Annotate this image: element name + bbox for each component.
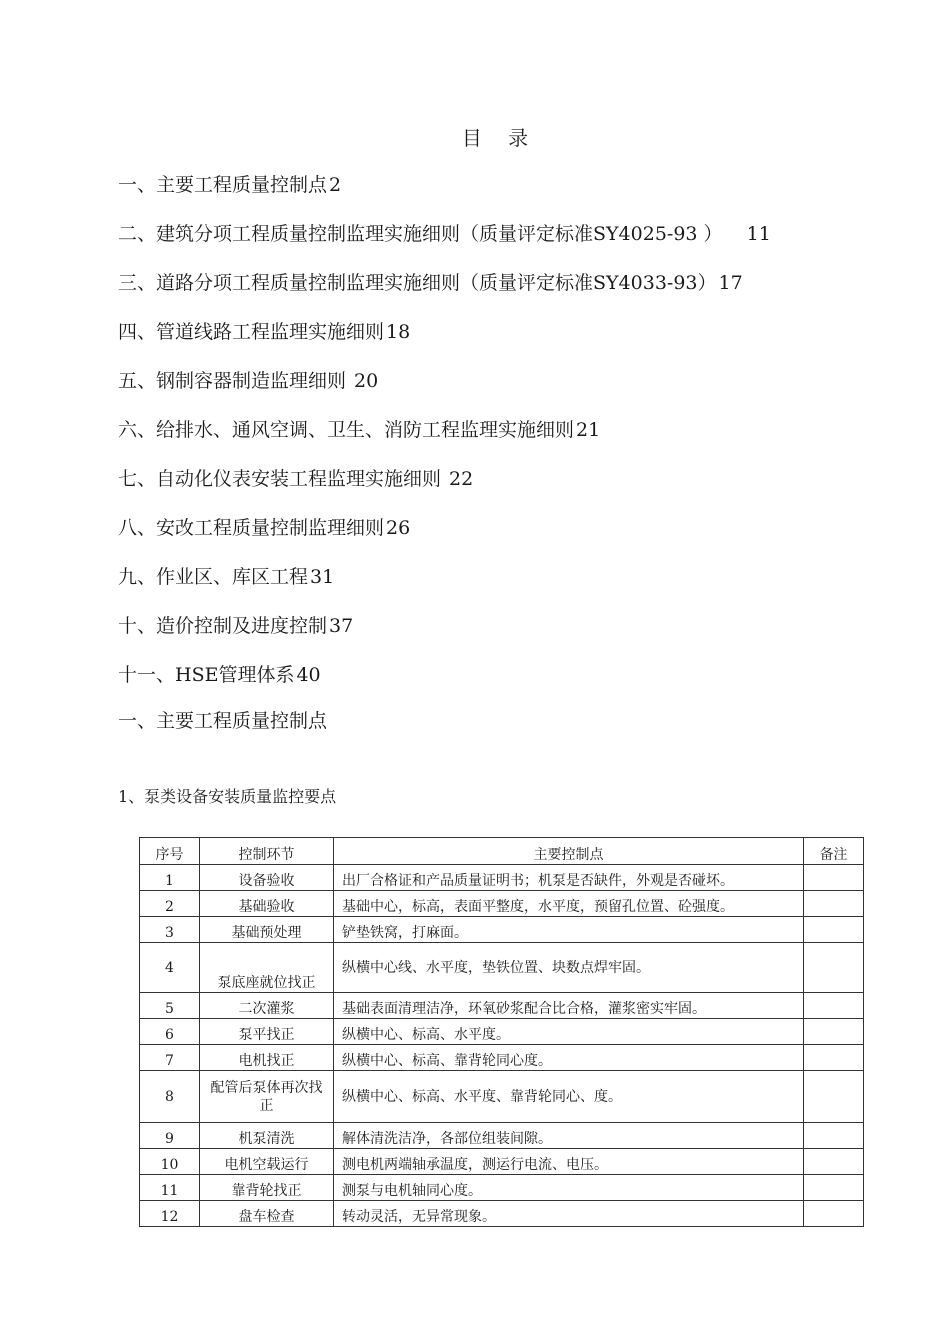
row-no: 11 — [140, 1175, 200, 1201]
row-no: 10 — [140, 1149, 200, 1175]
toc-item-page: 21 — [576, 419, 601, 441]
table-header-row — [140, 838, 864, 865]
table-row — [140, 993, 864, 1019]
row-no: 12 — [140, 1201, 200, 1227]
toc-item-page: 11 — [740, 223, 771, 245]
row-no: 9 — [140, 1123, 200, 1149]
row-note — [804, 917, 864, 943]
toc-item[interactable] — [118, 562, 771, 611]
table-row — [140, 1123, 864, 1149]
row-no: 1 — [140, 865, 200, 891]
row-note — [804, 993, 864, 1019]
header-step: 控制环节 — [200, 838, 334, 865]
table-row — [140, 1175, 864, 1201]
row-no: 3 — [140, 917, 200, 943]
row-point: 基础表面清理洁净，环氧砂浆配合比合格，灌浆密实牢固。 — [334, 993, 804, 1019]
row-step: 二次灌浆 — [200, 993, 334, 1019]
toc-item[interactable] — [118, 660, 771, 709]
row-point: 纵横中心、标高、靠背轮同心度。 — [334, 1045, 804, 1071]
table-row — [140, 1019, 864, 1045]
toc-item-page: 22 — [443, 468, 474, 490]
toc-item-label: 十一、HSE管理体系 — [118, 664, 295, 686]
row-step: 泵平找正 — [200, 1019, 334, 1045]
row-step: 机泵清洗 — [200, 1123, 334, 1149]
row-point: 转动灵活，无异常现象。 — [334, 1201, 804, 1227]
toc-item[interactable] — [118, 415, 771, 464]
toc-item-page: 18 — [386, 321, 411, 343]
toc-item[interactable] — [118, 219, 771, 268]
row-point: 出厂合格证和产品质量证明书；机泵是否缺件，外观是否碰坏。 — [334, 865, 804, 891]
toc-item-page: 31 — [310, 566, 335, 588]
row-point: 纵横中心线、水平度，垫铁位置、块数点焊牢固。 — [334, 943, 804, 993]
row-note — [804, 891, 864, 917]
row-note — [804, 1071, 864, 1123]
toc-item-label: 四、管道线路工程监理实施细则 — [118, 321, 385, 343]
row-step: 基础验收 — [200, 891, 334, 917]
row-note — [804, 1019, 864, 1045]
toc-item-label: 一、主要工程质量控制点 — [118, 174, 328, 196]
toc-item-label: 二、建筑分项工程质量控制监理实施细则（质量评定标准SY4025-93 ） — [118, 223, 723, 245]
toc-item[interactable] — [118, 513, 771, 562]
row-no: 7 — [140, 1045, 200, 1071]
row-step: 设备验收 — [200, 865, 334, 891]
row-point: 纵横中心、标高、水平度。 — [334, 1019, 804, 1045]
toc-item-label: 十、造价控制及进度控制 — [118, 615, 328, 637]
toc-item-label: 九、作业区、库区工程 — [118, 566, 309, 588]
table-row — [140, 1045, 864, 1071]
row-no: 5 — [140, 993, 200, 1019]
row-point: 基础中心，标高，表面平整度，水平度，预留孔位置、砼强度。 — [334, 891, 804, 917]
table-row — [140, 865, 864, 891]
toc-item[interactable] — [118, 170, 771, 219]
toc-item-label: 七、自动化仪表安装工程监理实施细则 — [118, 468, 442, 490]
row-no: 2 — [140, 891, 200, 917]
toc-title: 目 录 — [461, 126, 539, 150]
toc-item-page: 20 — [348, 370, 379, 392]
table-row — [140, 1201, 864, 1227]
row-step: 电机空载运行 — [200, 1149, 334, 1175]
row-note — [804, 1123, 864, 1149]
table-row — [140, 943, 864, 993]
row-point: 纵横中心、标高、水平度、靠背轮同心、度。 — [334, 1071, 804, 1123]
toc-item-page: 40 — [296, 664, 321, 686]
header-no: 序号 — [140, 838, 200, 865]
toc-item-label: 六、给排水、通风空调、卫生、消防工程监理实施细则 — [118, 419, 575, 441]
toc-item-page: 17 — [718, 272, 743, 294]
header-note: 备注 — [804, 838, 864, 865]
toc-item-label: 八、安改工程质量控制监理细则 — [118, 517, 385, 539]
table-row — [140, 1149, 864, 1175]
control-points-table — [139, 837, 864, 1227]
row-no: 4 — [140, 943, 200, 993]
row-point: 铲垫铁窝，打麻面。 — [334, 917, 804, 943]
row-step: 电机找正 — [200, 1045, 334, 1071]
table-row — [140, 1071, 864, 1123]
table-row — [140, 891, 864, 917]
toc-item[interactable] — [118, 268, 771, 317]
row-step: 靠背轮找正 — [200, 1175, 334, 1201]
toc-item[interactable] — [118, 366, 771, 415]
header-point: 主要控制点 — [334, 838, 804, 865]
table-row — [140, 917, 864, 943]
row-note — [804, 943, 864, 993]
toc-item-label: 三、道路分项工程质量控制监理实施细则（质量评定标准SY4033-93） — [118, 272, 717, 294]
sub-heading: 1、泵类设备安装质量监控要点 — [118, 787, 337, 806]
row-point: 解体清洗洁净，各部位组装间隙。 — [334, 1123, 804, 1149]
row-note — [804, 1201, 864, 1227]
toc-item[interactable] — [118, 611, 771, 660]
row-step: 基础预处理 — [200, 917, 334, 943]
toc-list — [118, 170, 771, 709]
row-point: 测电机两端轴承温度，测运行电流、电压。 — [334, 1149, 804, 1175]
row-note — [804, 1045, 864, 1071]
toc-item-page: 2 — [329, 174, 342, 196]
row-step: 盘车检查 — [200, 1201, 334, 1227]
row-point: 测泵与电机轴同心度。 — [334, 1175, 804, 1201]
row-no: 6 — [140, 1019, 200, 1045]
row-step: 配管后泵体再次找正 — [200, 1071, 334, 1123]
toc-item-page: 26 — [386, 517, 411, 539]
row-no: 8 — [140, 1071, 200, 1123]
toc-item-label: 五、钢制容器制造监理细则 — [118, 370, 347, 392]
toc-item[interactable] — [118, 464, 771, 513]
row-note — [804, 1149, 864, 1175]
toc-item-page: 37 — [329, 615, 354, 637]
row-note — [804, 1175, 864, 1201]
row-note — [804, 865, 864, 891]
section-heading: 一、主要工程质量控制点 — [118, 710, 328, 732]
row-step: 泵底座就位找正 — [200, 943, 334, 993]
toc-item[interactable] — [118, 317, 771, 366]
